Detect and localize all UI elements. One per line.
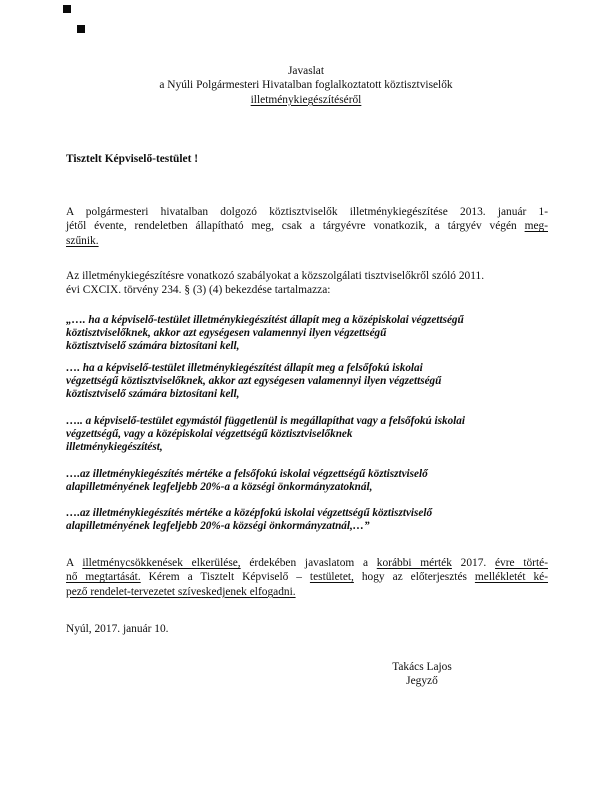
paragraph-intro: [66, 205, 548, 248]
quote-line: végzettségű köztisztviselőknek, akkor azt egységesen valamennyi ilyen végzettségű: [66, 375, 442, 388]
quote-line: köztisztviselőknek, akkor azt egységesen valamennyi ilyen végzettségű: [66, 327, 387, 340]
paragraph-line: pező rendelet-tervezetet szíveskedjenek elfogadni.: [66, 585, 296, 598]
quote-line: „…. ha a képviselő-testület illetménykiegészítést állapít meg a középiskolai végzettségű: [66, 314, 464, 326]
signature-role: Jegyző: [406, 675, 438, 688]
paragraph-line: A polgármesteri hivatalban dolgozó köztisztviselők illetménykiegészítése 2013. január 1-: [66, 206, 548, 218]
paragraph-line: évi CXCIX. törvény 234. § (3) (4) bekezdése tartalmazza:: [66, 284, 331, 297]
paragraph-line: Az illetménykiegészítésre vonatkozó szabályokat a közszolgálati tisztviselőkről szóló 2011.: [66, 270, 485, 282]
paragraph-line: A illetménycsökkenések elkerülése, érdekében javaslatom a korábbi mérték 2017. évre törté-: [66, 557, 548, 569]
quote-block-5: [66, 507, 548, 533]
scan-artifact-top: [63, 5, 71, 13]
quote-line: végzettségű, vagy a középiskolai végzettségű köztisztviselőknek: [66, 428, 353, 441]
quote-line: alapilletményének legfeljebb 20%-a községi önkormányzatnál,…”: [66, 520, 370, 533]
quote-line: illetménykiegészítést,: [66, 441, 163, 454]
document-title: [0, 64, 612, 107]
title-line-1: Javaslat: [287, 65, 325, 77]
quote-block-3: [66, 415, 548, 454]
quote-line: ….az illetménykiegészítés mértéke a felsőfokú iskolai végzettségű köztisztviselő: [66, 468, 428, 480]
quote-block-4: [66, 468, 548, 494]
paragraph-closing: [66, 556, 548, 599]
quote-block-2: [66, 362, 548, 401]
salutation: [66, 152, 548, 166]
paragraph-line: szűnik.: [66, 234, 99, 247]
quote-block-1: [66, 314, 548, 353]
date-text: Nyúl, 2017. január 10.: [66, 623, 169, 635]
quote-line: …. ha a képviselő-testület illetménykiegészítést állapít meg a felsőfokú iskolai: [66, 362, 423, 374]
title-line-3: illetménykiegészítéséről: [250, 93, 362, 106]
quote-line: köztisztviselő számára biztosítani kell,: [66, 388, 240, 401]
paragraph-law-reference: [66, 269, 548, 298]
quote-line: köztisztviselő számára biztosítani kell,: [66, 340, 240, 353]
quote-line: ….az illetménykiegészítés mértéke a középfokú iskolai végzettségű köztisztviselő: [66, 507, 433, 519]
signature-name: Takács Lajos: [392, 661, 452, 673]
scan-artifact-bottom: [77, 25, 85, 33]
date-line: [66, 622, 548, 636]
title-line-2: a Nyúli Polgármesteri Hivatalban foglalkoztatott köztisztviselők: [159, 79, 453, 92]
signature-block: [322, 660, 522, 689]
quote-line: alapilletményének legfeljebb 20%-a a községi önkormányzatoknál,: [66, 481, 373, 494]
paragraph-line: nő megtartását. Kérem a Tisztelt Képviselő – testületet, hogy az előterjesztés mellékletét ké-: [66, 571, 549, 584]
salutation-text: Tisztelt Képviselő-testület !: [66, 153, 199, 165]
quote-line: ….. a képviselő-testület egymástól függetlenül is megállapíthat vagy a felsőfokú iskolai: [66, 415, 465, 427]
paragraph-line: jétől évente, rendeletben állapítható meg, csak a tárgyévre vonatkozik, a tárgyév végén meg-: [66, 220, 548, 233]
